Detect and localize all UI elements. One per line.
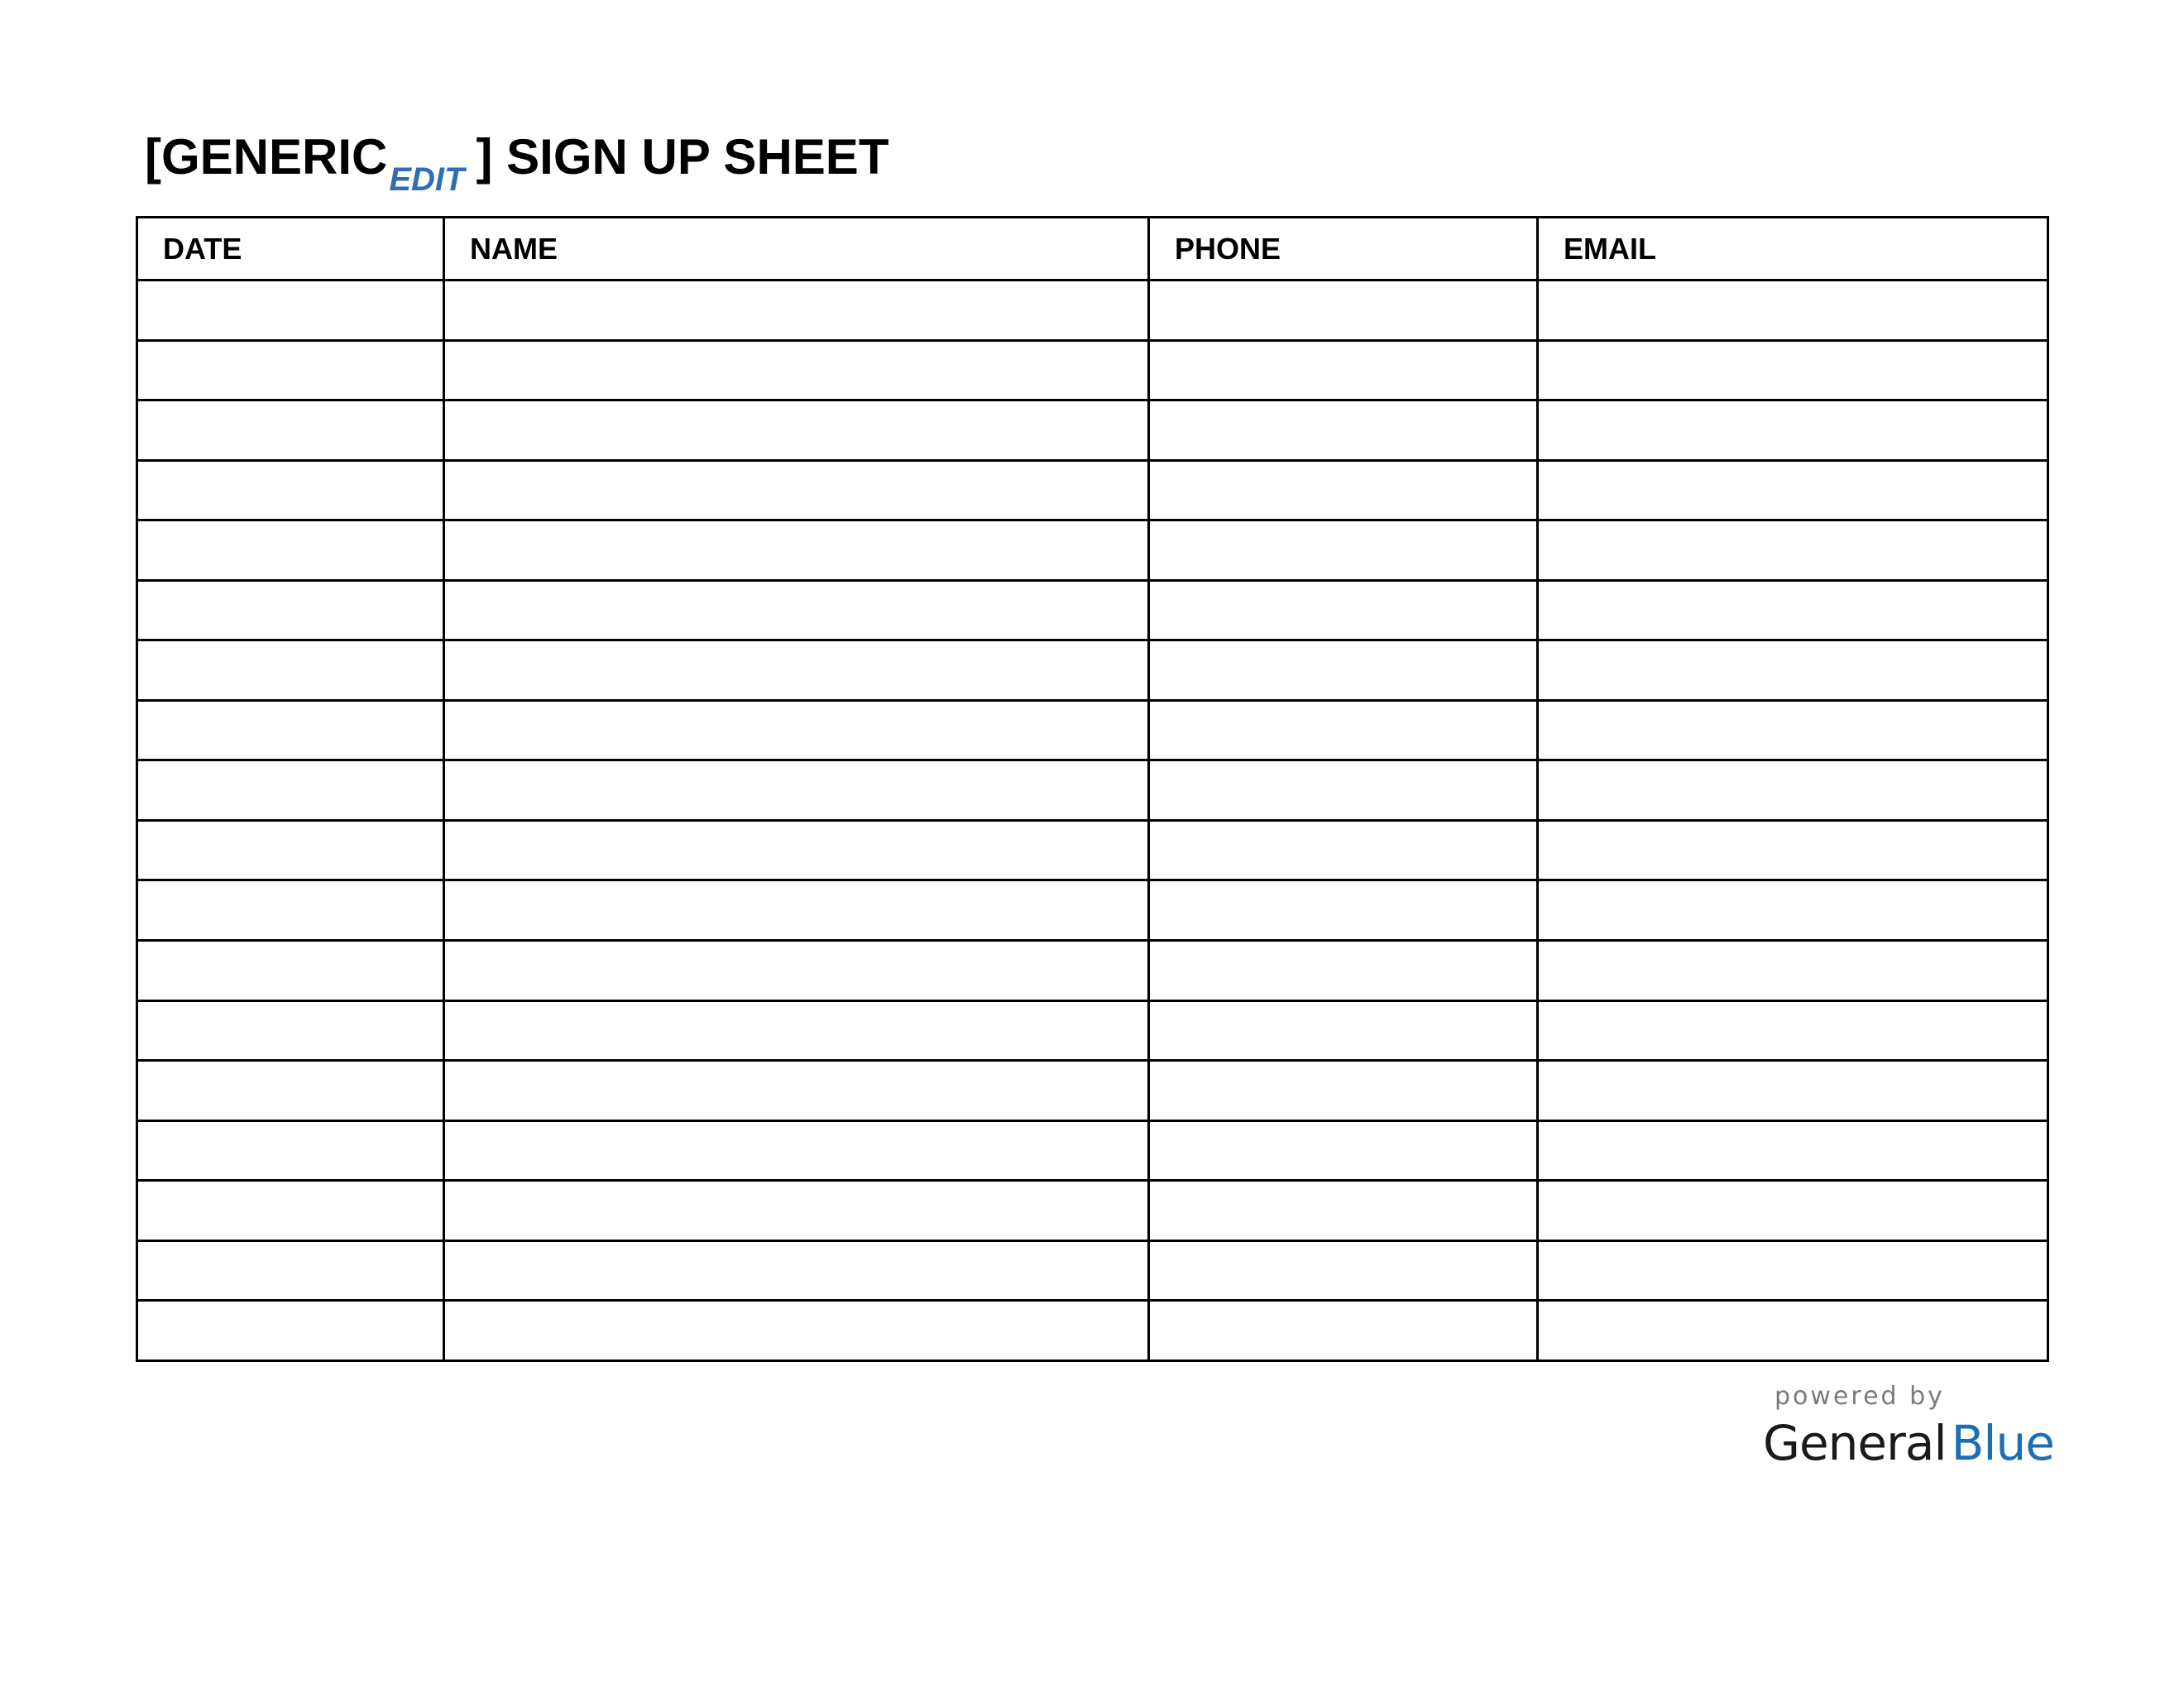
logo-part-general: General xyxy=(1763,1415,1947,1471)
cell-phone[interactable] xyxy=(1149,580,1538,640)
cell-name[interactable] xyxy=(444,880,1149,941)
cell-email[interactable] xyxy=(1538,760,2048,821)
cell-date[interactable] xyxy=(137,760,444,821)
cell-name[interactable] xyxy=(444,580,1149,640)
cell-date[interactable] xyxy=(137,880,444,941)
cell-name[interactable] xyxy=(444,1240,1149,1301)
table-row xyxy=(137,1120,2048,1181)
table-row xyxy=(137,580,2048,640)
cell-name[interactable] xyxy=(444,460,1149,520)
cell-phone[interactable] xyxy=(1149,1120,1538,1181)
table-row xyxy=(137,520,2048,581)
cell-date[interactable] xyxy=(137,340,444,400)
cell-phone[interactable] xyxy=(1149,400,1538,461)
column-header-name: NAME xyxy=(444,218,1149,281)
cell-name[interactable] xyxy=(444,760,1149,821)
table-body xyxy=(137,281,2048,1361)
page-title xyxy=(145,124,889,198)
cell-phone[interactable] xyxy=(1149,1181,1538,1241)
cell-phone[interactable] xyxy=(1149,700,1538,760)
cell-date[interactable] xyxy=(137,700,444,760)
cell-email[interactable] xyxy=(1538,400,2048,461)
cell-phone[interactable] xyxy=(1149,460,1538,520)
signup-table xyxy=(136,216,2049,1362)
cell-email[interactable] xyxy=(1538,281,2048,341)
table-row xyxy=(137,400,2048,461)
cell-name[interactable] xyxy=(444,1061,1149,1121)
table-row xyxy=(137,1301,2048,1361)
cell-phone[interactable] xyxy=(1149,820,1538,880)
title-prefix: [GENERIC xyxy=(145,129,388,185)
cell-email[interactable] xyxy=(1538,1181,2048,1241)
cell-email[interactable] xyxy=(1538,640,2048,701)
cell-phone[interactable] xyxy=(1149,1061,1538,1121)
cell-date[interactable] xyxy=(137,1181,444,1241)
cell-email[interactable] xyxy=(1538,820,2048,880)
cell-email[interactable] xyxy=(1538,340,2048,400)
cell-name[interactable] xyxy=(444,400,1149,461)
cell-date[interactable] xyxy=(137,1061,444,1121)
cell-email[interactable] xyxy=(1538,1000,2048,1061)
cell-email[interactable] xyxy=(1538,580,2048,640)
column-header-date: DATE xyxy=(137,218,444,281)
cell-phone[interactable] xyxy=(1149,340,1538,400)
column-header-email: EMAIL xyxy=(1538,218,2048,281)
cell-date[interactable] xyxy=(137,1301,444,1361)
cell-date[interactable] xyxy=(137,281,444,341)
cell-name[interactable] xyxy=(444,1301,1149,1361)
table-row xyxy=(137,281,2048,341)
branding xyxy=(1763,1380,2054,1473)
cell-phone[interactable] xyxy=(1149,941,1538,1001)
cell-date[interactable] xyxy=(137,820,444,880)
cell-phone[interactable] xyxy=(1149,281,1538,341)
title-suffix: ] SIGN UP SHEET xyxy=(476,129,889,185)
table-row xyxy=(137,640,2048,701)
cell-phone[interactable] xyxy=(1149,1240,1538,1301)
cell-date[interactable] xyxy=(137,1120,444,1181)
table-row xyxy=(137,820,2048,880)
cell-phone[interactable] xyxy=(1149,640,1538,701)
cell-date[interactable] xyxy=(137,941,444,1001)
cell-date[interactable] xyxy=(137,1000,444,1061)
cell-email[interactable] xyxy=(1538,1061,2048,1121)
cell-phone[interactable] xyxy=(1149,760,1538,821)
cell-email[interactable] xyxy=(1538,520,2048,581)
cell-date[interactable] xyxy=(137,520,444,581)
cell-email[interactable] xyxy=(1538,1120,2048,1181)
table-row xyxy=(137,880,2048,941)
table-row xyxy=(137,700,2048,760)
cell-name[interactable] xyxy=(444,820,1149,880)
cell-name[interactable] xyxy=(444,640,1149,701)
cell-email[interactable] xyxy=(1538,700,2048,760)
cell-name[interactable] xyxy=(444,1000,1149,1061)
cell-date[interactable] xyxy=(137,460,444,520)
column-header-phone: PHONE xyxy=(1149,218,1538,281)
cell-email[interactable] xyxy=(1538,941,2048,1001)
header-row xyxy=(137,218,2048,281)
cell-name[interactable] xyxy=(444,1120,1149,1181)
cell-email[interactable] xyxy=(1538,460,2048,520)
cell-email[interactable] xyxy=(1538,1301,2048,1361)
cell-date[interactable] xyxy=(137,580,444,640)
table-row xyxy=(137,941,2048,1001)
cell-date[interactable] xyxy=(137,1240,444,1301)
cell-name[interactable] xyxy=(444,1181,1149,1241)
table-row xyxy=(137,460,2048,520)
cell-phone[interactable] xyxy=(1149,880,1538,941)
logo-part-blue: Blue xyxy=(1951,1415,2054,1471)
cell-phone[interactable] xyxy=(1149,520,1538,581)
table-row xyxy=(137,1181,2048,1241)
powered-by-text: powered by xyxy=(1774,1382,1945,1411)
cell-phone[interactable] xyxy=(1149,1301,1538,1361)
table-row xyxy=(137,340,2048,400)
edit-tag[interactable]: EDIT xyxy=(389,161,465,198)
cell-name[interactable] xyxy=(444,700,1149,760)
cell-name[interactable] xyxy=(444,941,1149,1001)
cell-date[interactable] xyxy=(137,640,444,701)
table-row xyxy=(137,1000,2048,1061)
cell-date[interactable] xyxy=(137,400,444,461)
cell-name[interactable] xyxy=(444,281,1149,341)
cell-name[interactable] xyxy=(444,340,1149,400)
cell-email[interactable] xyxy=(1538,1240,2048,1301)
cell-phone[interactable] xyxy=(1149,1000,1538,1061)
table-row xyxy=(137,1240,2048,1301)
cell-email[interactable] xyxy=(1538,880,2048,941)
table-row xyxy=(137,760,2048,821)
cell-name[interactable] xyxy=(444,520,1149,581)
table-row xyxy=(137,1061,2048,1121)
generalblue-logo xyxy=(1763,1413,2054,1473)
